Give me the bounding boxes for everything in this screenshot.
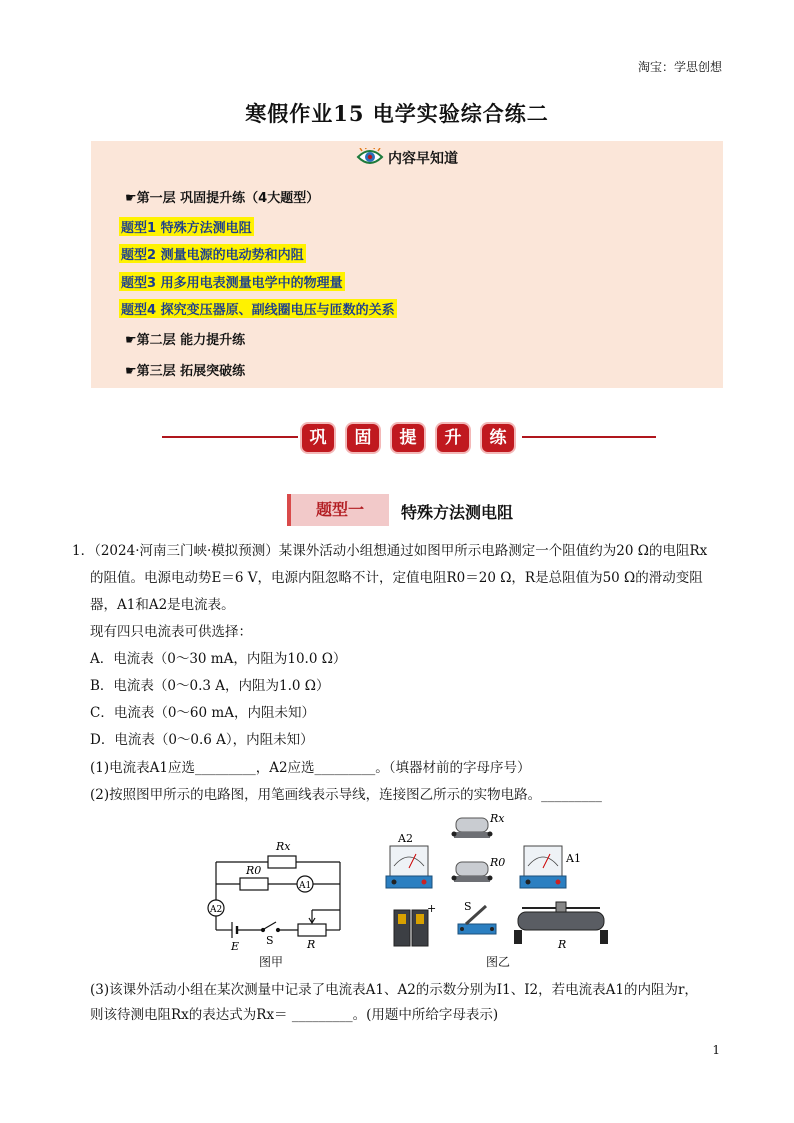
- toc-layer2[interactable]: ☛第二层 能力提升练: [125, 333, 246, 348]
- label-r: R: [307, 938, 316, 951]
- circuit-diagram: [200, 832, 350, 957]
- toc-panel: [91, 141, 723, 388]
- label-rx-photo: Rx: [490, 812, 505, 825]
- section-tag: 题型一: [287, 494, 389, 526]
- figure-b-caption: 图乙: [486, 955, 511, 969]
- eye-icon: [356, 148, 384, 170]
- option-c: C．电流表（0～60 mA，内阻未知）: [90, 705, 315, 721]
- label-s-photo: S: [464, 900, 472, 913]
- label-a1-photo: A1: [566, 852, 581, 865]
- toc-heading: [91, 148, 723, 170]
- banner-char-1: 巩: [302, 424, 334, 452]
- resistor-r0-icon: [452, 862, 493, 882]
- ammeter-a2-icon: [386, 846, 432, 888]
- toc-layer3[interactable]: ☛第三层 拓展突破练: [125, 364, 246, 379]
- banner-char-5: 练: [482, 424, 514, 452]
- label-e: E: [231, 940, 240, 953]
- toc-type-4[interactable]: 题型4 探究变压器原、副线圈电压与匝数的关系: [119, 299, 397, 318]
- ammeter-a1-icon: [520, 846, 566, 888]
- section-name: 特殊方法测电阻: [401, 503, 514, 522]
- option-b: B．电流表（0～0.3 A，内阻为1.0 Ω）: [90, 678, 330, 694]
- label-a2-photo: A2: [398, 832, 413, 845]
- page-title: 寒假作业15 电学实验综合练二: [245, 101, 549, 126]
- components-figure: [376, 806, 616, 952]
- question-line-1: 1．（2024·河南三门峡·模拟预测）某课外活动小组想通过如图甲所示电路测定一个阻值约为20 Ω的电阻Rx: [72, 543, 708, 559]
- label-a1: A1: [299, 881, 312, 891]
- toc-type-3[interactable]: 题型3 用多用电表测量电学中的物理量: [119, 272, 345, 291]
- toc-heading-text: 内容早知道: [388, 151, 458, 167]
- option-d: D．电流表（0～0.6 A），内阻未知）: [90, 732, 314, 748]
- banner-line-left: [162, 436, 298, 438]
- banner-line-right: [522, 436, 656, 438]
- sub-question-1: (1)电流表A1应选_________，A2应选_________。（填器材前的字母序号）: [90, 760, 531, 776]
- toc-layer1[interactable]: ☛第一层 巩固提升练（4大题型）: [125, 191, 320, 206]
- question-line-3: 器，A1和A2是电流表。: [90, 597, 235, 613]
- option-a: A．电流表（0～30 mA，内阻为10.0 Ω）: [90, 651, 347, 667]
- banner-char-3: 提: [392, 424, 424, 452]
- battery-icon: [394, 910, 428, 946]
- header-shop-text: 淘宝：学思创想: [637, 60, 722, 74]
- label-plus: +: [427, 902, 437, 915]
- label-r-photo: R: [558, 938, 567, 951]
- sub-question-3b: 则该待测电阻Rx的表达式为Rx＝ _________。(用题中所给字母表示): [90, 1007, 499, 1023]
- label-s: S: [266, 934, 274, 947]
- question-line-4: 现有四只电流表可供选择：: [90, 624, 252, 640]
- toc-type-2[interactable]: 题型2 测量电源的电动势和内阻: [119, 244, 306, 263]
- sub-question-2: (2)按照图甲所示的电路图，用笔画线表示导线，连接图乙所示的实物电路。_________: [90, 787, 602, 803]
- label-rx: Rx: [276, 840, 291, 853]
- label-r0-photo: R0: [490, 856, 506, 869]
- page-number: 1: [712, 1043, 720, 1057]
- figure-a-caption: 图甲: [259, 955, 284, 969]
- label-r0: R0: [246, 864, 262, 877]
- banner-char-4: 升: [437, 424, 469, 452]
- label-a2: A2: [210, 905, 223, 915]
- banner-char-2: 固: [347, 424, 379, 452]
- sub-question-3a: (3)该课外活动小组在某次测量中记录了电流表A1、A2的示数分别为I1、I2，若电流表A1的内阻为r，: [90, 982, 698, 998]
- toc-type-1[interactable]: 题型1 特殊方法测电阻: [119, 217, 254, 236]
- question-line-2: 的阻值。电源电动势E＝6 V，电源内阻忽略不计，定值电阻R0＝20 Ω，R是总阻值为50 Ω的滑动变阻: [90, 570, 703, 586]
- resistor-rx-icon: [452, 818, 493, 838]
